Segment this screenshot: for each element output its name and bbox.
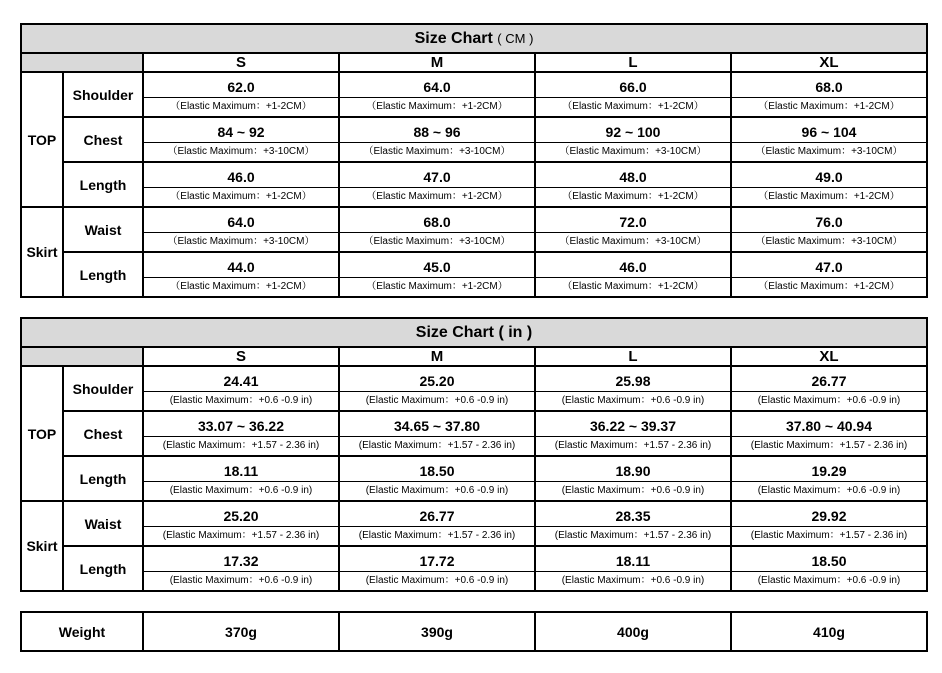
cell-note: (Elastic Maximum：+1.57 - 2.36 in) — [144, 526, 338, 545]
table-cell — [143, 72, 339, 117]
table-cell — [731, 207, 927, 252]
size-chart-in — [20, 317, 928, 592]
cell-note: (Elastic Maximum：+0.6 -0.9 in) — [340, 391, 534, 410]
cell-note: （Elastic Maximum：+1-2CM） — [340, 187, 534, 206]
size-header-xl: XL — [731, 53, 927, 72]
cell-note: (Elastic Maximum：+0.6 -0.9 in) — [144, 481, 338, 500]
cell-note: (Elastic Maximum：+1.57 - 2.36 in) — [536, 526, 730, 545]
cell-note: （Elastic Maximum：+3-10CM） — [536, 232, 730, 251]
size-chart-cm — [20, 23, 928, 298]
measure-label-skirt-length: Length — [63, 252, 143, 297]
table-cell — [339, 117, 535, 162]
cell-note: （Elastic Maximum：+3-10CM） — [144, 232, 338, 251]
size-header-xl: XL — [731, 347, 927, 366]
table-cell — [535, 366, 731, 411]
chart-title-text: Size Chart — [414, 29, 493, 47]
cell-value: 88 ~ 96 — [413, 123, 461, 140]
table-cell — [339, 456, 535, 501]
table-cell — [339, 546, 535, 591]
cell-value: 28.35 — [615, 507, 651, 524]
weight-value-xl: 410g — [731, 612, 927, 651]
table-cell — [731, 252, 927, 297]
cell-note: （Elastic Maximum：+1-2CM） — [144, 187, 338, 206]
cell-note: （Elastic Maximum：+3-10CM） — [536, 142, 730, 161]
group-label-top: TOP — [21, 72, 63, 207]
cell-note: （Elastic Maximum：+1-2CM） — [536, 97, 730, 116]
cell-value: 68.0 — [815, 78, 843, 95]
cell-note: （Elastic Maximum：+3-10CM） — [340, 142, 534, 161]
cell-note: (Elastic Maximum：+0.6 -0.9 in) — [340, 571, 534, 590]
table-cell — [731, 366, 927, 411]
cell-note: (Elastic Maximum：+1.57 - 2.36 in) — [732, 436, 926, 455]
table-cell — [339, 501, 535, 546]
table-cell — [535, 72, 731, 117]
table-cell — [731, 162, 927, 207]
size-header-l: L — [535, 53, 731, 72]
table-cell — [339, 411, 535, 456]
table-cell — [143, 117, 339, 162]
table-cell — [731, 546, 927, 591]
size-header-s: S — [143, 53, 339, 72]
measure-label-waist: Waist — [63, 207, 143, 252]
table-cell — [339, 252, 535, 297]
table-cell — [143, 501, 339, 546]
table-cell — [731, 72, 927, 117]
cell-value: 46.0 — [619, 258, 647, 275]
group-label-skirt: Skirt — [21, 501, 63, 591]
cell-note: (Elastic Maximum：+0.6 -0.9 in) — [144, 571, 338, 590]
cell-value: 96 ~ 104 — [801, 123, 857, 140]
cell-value: 76.0 — [815, 213, 843, 230]
cell-value: 18.90 — [615, 462, 651, 479]
cell-value: 26.77 — [419, 507, 455, 524]
cell-note: （Elastic Maximum：+1-2CM） — [340, 277, 534, 296]
cell-note: (Elastic Maximum：+0.6 -0.9 in) — [144, 391, 338, 410]
cell-note: （Elastic Maximum：+3-10CM） — [340, 232, 534, 251]
cell-value: 72.0 — [619, 213, 647, 230]
cell-value: 49.0 — [815, 168, 843, 185]
table-cell — [143, 252, 339, 297]
cell-note: (Elastic Maximum：+0.6 -0.9 in) — [732, 481, 926, 500]
cell-value: 18.50 — [419, 462, 455, 479]
table-cell — [143, 207, 339, 252]
table-cell — [535, 252, 731, 297]
cell-value: 62.0 — [227, 78, 255, 95]
cell-value: 48.0 — [619, 168, 647, 185]
table-cell — [339, 72, 535, 117]
table-cell — [535, 162, 731, 207]
cell-value: 45.0 — [423, 258, 451, 275]
table-cell — [535, 456, 731, 501]
cell-value: 19.29 — [811, 462, 847, 479]
size-header-s: S — [143, 347, 339, 366]
group-label-skirt: Skirt — [21, 207, 63, 297]
measure-label-chest: Chest — [63, 411, 143, 456]
cell-value: 25.20 — [419, 372, 455, 389]
cell-value: 47.0 — [815, 258, 843, 275]
cell-value: 17.72 — [419, 552, 455, 569]
cell-value: 17.32 — [223, 552, 259, 569]
cell-note: （Elastic Maximum：+1-2CM） — [144, 277, 338, 296]
measure-label-skirt-length: Length — [63, 546, 143, 591]
weight-value-s: 370g — [143, 612, 339, 651]
cell-note: （Elastic Maximum：+1-2CM） — [536, 187, 730, 206]
cell-note: (Elastic Maximum：+0.6 -0.9 in) — [732, 391, 926, 410]
cell-note: （Elastic Maximum：+3-10CM） — [732, 142, 926, 161]
cell-value: 92 ~ 100 — [605, 123, 661, 140]
cell-value: 64.0 — [423, 78, 451, 95]
table-cell — [143, 546, 339, 591]
table-cell — [143, 162, 339, 207]
cell-note: (Elastic Maximum：+0.6 -0.9 in) — [340, 481, 534, 500]
cell-note: （Elastic Maximum：+1-2CM） — [732, 187, 926, 206]
cell-value: 26.77 — [811, 372, 847, 389]
cell-value: 66.0 — [619, 78, 647, 95]
cell-note: （Elastic Maximum：+3-10CM） — [144, 142, 338, 161]
weight-table — [20, 611, 928, 652]
cell-value: 68.0 — [423, 213, 451, 230]
cell-note: （Elastic Maximum：+1-2CM） — [536, 277, 730, 296]
cell-value: 29.92 — [811, 507, 847, 524]
cell-note: (Elastic Maximum：+0.6 -0.9 in) — [536, 481, 730, 500]
table-cell — [731, 117, 927, 162]
cell-value: 37.80 ~ 40.94 — [785, 417, 873, 434]
cell-note: （Elastic Maximum：+3-10CM） — [732, 232, 926, 251]
cell-note: (Elastic Maximum：+1.57 - 2.36 in) — [536, 436, 730, 455]
cell-note: (Elastic Maximum：+0.6 -0.9 in) — [536, 571, 730, 590]
cell-value: 46.0 — [227, 168, 255, 185]
cell-value: 36.22 ~ 39.37 — [589, 417, 677, 434]
table-cell — [143, 411, 339, 456]
cell-value: 33.07 ~ 36.22 — [197, 417, 285, 434]
cell-value: 24.41 — [223, 372, 259, 389]
measure-label-waist: Waist — [63, 501, 143, 546]
size-header-m: M — [339, 53, 535, 72]
cell-value: 18.50 — [811, 552, 847, 569]
weight-value-l: 400g — [535, 612, 731, 651]
weight-value-m: 390g — [339, 612, 535, 651]
cell-note: (Elastic Maximum：+0.6 -0.9 in) — [732, 571, 926, 590]
measure-label-chest: Chest — [63, 117, 143, 162]
table-cell — [535, 411, 731, 456]
cell-note: (Elastic Maximum：+1.57 - 2.36 in) — [144, 436, 338, 455]
cell-note: （Elastic Maximum：+1-2CM） — [732, 97, 926, 116]
table-cell — [731, 501, 927, 546]
table-cell — [339, 366, 535, 411]
table-cell — [143, 366, 339, 411]
group-label-top: TOP — [21, 366, 63, 501]
header-blank — [21, 53, 143, 72]
measure-label-length: Length — [63, 456, 143, 501]
cell-value: 18.11 — [223, 462, 259, 479]
cell-value: 34.65 ~ 37.80 — [393, 417, 481, 434]
chart-title — [21, 24, 927, 53]
cell-value: 25.20 — [223, 507, 259, 524]
measure-label-shoulder: Shoulder — [63, 366, 143, 411]
cell-value: 44.0 — [227, 258, 255, 275]
table-cell — [339, 207, 535, 252]
table-cell — [143, 456, 339, 501]
size-header-l: L — [535, 347, 731, 366]
cell-value: 84 ~ 92 — [217, 123, 265, 140]
table-cell — [339, 162, 535, 207]
weight-label: Weight — [21, 612, 143, 651]
cell-note: (Elastic Maximum：+1.57 - 2.36 in) — [340, 436, 534, 455]
header-blank — [21, 347, 143, 366]
cell-note: (Elastic Maximum：+0.6 -0.9 in) — [536, 391, 730, 410]
cell-value: 25.98 — [615, 372, 651, 389]
cell-note: (Elastic Maximum：+1.57 - 2.36 in) — [340, 526, 534, 545]
chart-title: Size Chart ( in ) — [21, 318, 927, 347]
table-cell — [731, 411, 927, 456]
table-cell — [535, 501, 731, 546]
table-cell — [535, 546, 731, 591]
cell-note: （Elastic Maximum：+1-2CM） — [340, 97, 534, 116]
cell-value: 47.0 — [423, 168, 451, 185]
table-cell — [731, 456, 927, 501]
cell-value: 18.11 — [615, 552, 651, 569]
cell-note: （Elastic Maximum：+1-2CM） — [144, 97, 338, 116]
table-cell — [535, 207, 731, 252]
measure-label-length: Length — [63, 162, 143, 207]
size-header-m: M — [339, 347, 535, 366]
measure-label-shoulder: Shoulder — [63, 72, 143, 117]
table-cell — [535, 117, 731, 162]
cell-note: （Elastic Maximum：+1-2CM） — [732, 277, 926, 296]
chart-unit: ( CM ) — [497, 30, 534, 46]
cell-value: 64.0 — [227, 213, 255, 230]
cell-note: (Elastic Maximum：+1.57 - 2.36 in) — [732, 526, 926, 545]
